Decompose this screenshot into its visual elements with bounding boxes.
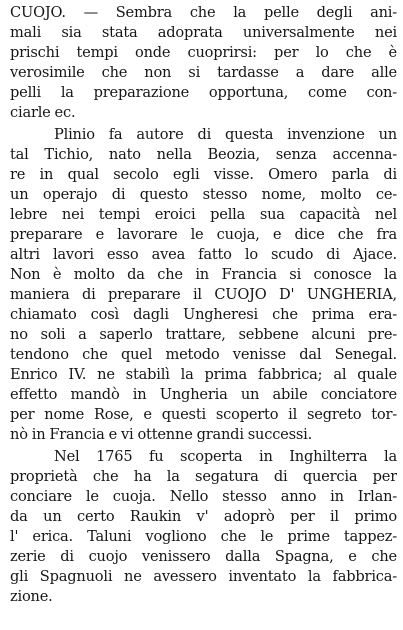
text-line: CUOJO. — Sembra che la pelle degli ani- xyxy=(10,4,397,21)
text-line: per nome Rose, e questi scoperto il segreto tor- xyxy=(10,406,397,423)
text-line: ciarle ec. xyxy=(10,104,76,121)
text-line: da un certo Raukin v' adoprò per il primo xyxy=(10,508,397,525)
text-line: prischi tempi onde cuoprirsi: per lo che è xyxy=(10,44,397,61)
text-line: zerie di cuojo venissero dalla Spagna, e che xyxy=(10,548,397,565)
text-line: no soli a saperlo trattare, sebbene alcuni pre- xyxy=(10,326,397,343)
text-line: l' erica. Taluni vogliono che le prime tappez- xyxy=(10,528,397,545)
text-line: Nel 1765 fu scoperta in Inghilterra la xyxy=(54,448,397,465)
text-line: tal Tichio, nato nella Beozia, senza accenna- xyxy=(10,146,397,163)
text-line: gli Spagnuoli ne avessero inventato la fabbrica- xyxy=(10,568,397,585)
text-line: tendono che quel metodo venisse dal Senegal. xyxy=(10,346,397,363)
text-line: maniera di preparare il CUOJO D' UNGHERIA, xyxy=(10,286,397,303)
text-line: verosimile che non si tardasse a dare alle xyxy=(10,64,397,81)
text-line: re in qual secolo egli visse. Omero parla di xyxy=(10,166,397,183)
text-line: un operajo di questo stesso nome, molto ce- xyxy=(10,186,397,203)
text-line: nò in Francia e vi ottenne grandi successi. xyxy=(10,426,313,443)
text-line: conciare le cuoja. Nello stesso anno in Irlan- xyxy=(10,488,397,505)
text-line: pelli la preparazione opportuna, come con- xyxy=(10,84,397,101)
text-line: altri lavori esso avea fatto lo scudo di Ajace. xyxy=(10,246,397,263)
text-line: Enrico IV. ne stabilì la prima fabbrica; al quale xyxy=(10,366,397,383)
text-line: Non è molto da che in Francia si conosce la xyxy=(10,266,397,283)
paragraph-3 xyxy=(10,447,397,607)
text-line: preparare e lavorare le cuoja, e dice che fra xyxy=(10,226,397,243)
text-line: chiamato così dagli Ungheresi che prima era- xyxy=(10,306,397,323)
paragraph-2 xyxy=(10,125,397,445)
paragraph-1 xyxy=(10,3,397,123)
text-line: mali sia stata adoprata universalmente nei xyxy=(10,24,397,41)
text-line: lebre nei tempi eroici pella sua capacità nel xyxy=(10,206,397,223)
text-line: proprietà che ha la segatura di quercia per xyxy=(10,468,397,485)
text-line: Plinio fa autore di questa invenzione un xyxy=(54,126,397,143)
text-line: zione. xyxy=(10,588,53,605)
text-line: effetto mandò in Ungheria un abile conciatore xyxy=(10,386,397,403)
